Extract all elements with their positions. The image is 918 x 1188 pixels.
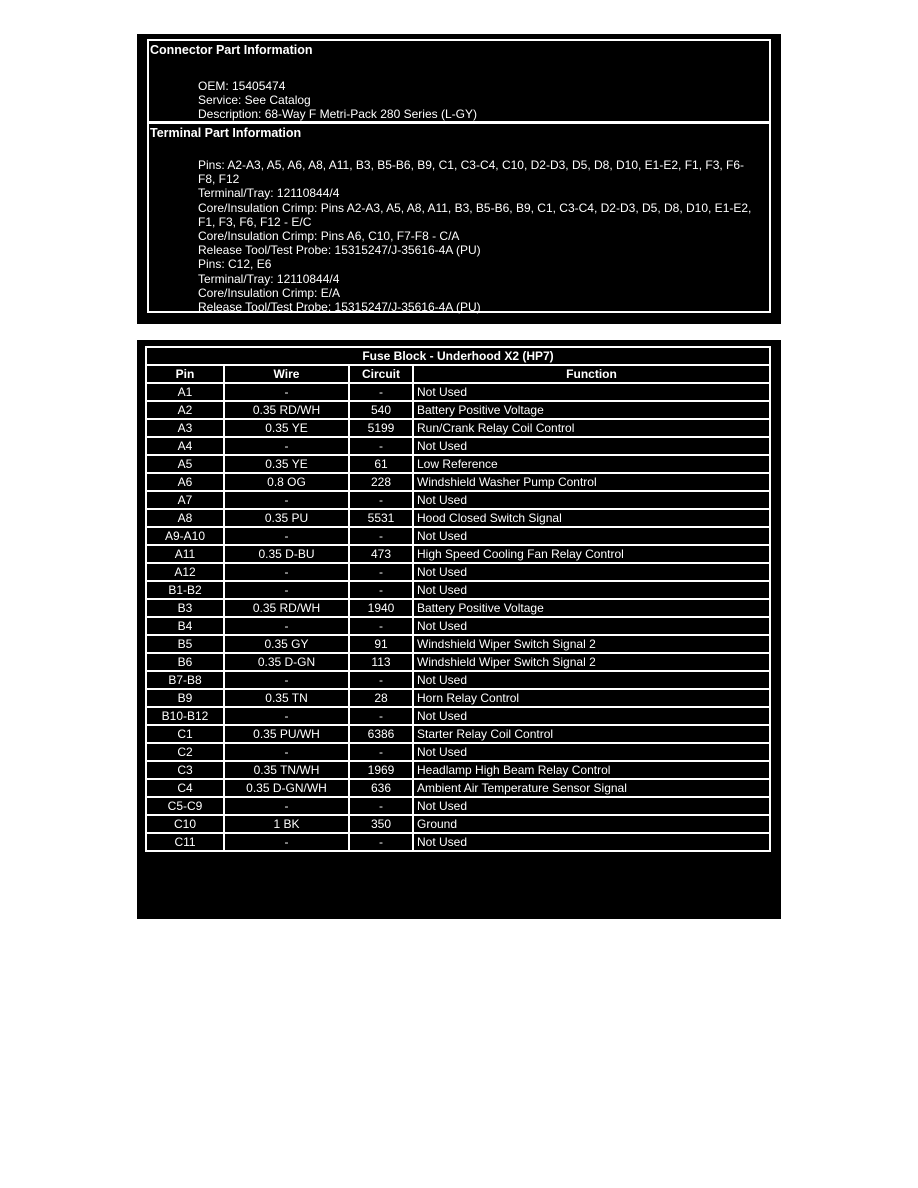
function-cell: Not Used [413, 617, 770, 635]
pinout-table-body [146, 383, 770, 851]
circuit-cell: 1940 [349, 599, 413, 617]
pin-cell: A8 [146, 509, 224, 527]
part-information-panel [137, 34, 781, 324]
table-header-row [146, 365, 770, 383]
pin-cell: A6 [146, 473, 224, 491]
table-row [146, 617, 770, 635]
table-row [146, 473, 770, 491]
terminal-part-info-heading: Terminal Part Information [150, 126, 302, 140]
function-cell: Battery Positive Voltage [413, 401, 770, 419]
function-cell: Not Used [413, 437, 770, 455]
pin-cell: B7-B8 [146, 671, 224, 689]
table-row [146, 761, 770, 779]
wire-cell: 0.35 TN/WH [224, 761, 349, 779]
table-row [146, 815, 770, 833]
pinout-panel [137, 340, 781, 919]
pin-cell: A3 [146, 419, 224, 437]
connector-description-line: Description: 68-Way F Metri-Pack 280 Series (L-GY) [198, 107, 477, 122]
function-cell: Not Used [413, 581, 770, 599]
function-cell: Not Used [413, 833, 770, 851]
function-cell: Not Used [413, 491, 770, 509]
wire-cell: 0.35 YE [224, 419, 349, 437]
pin-cell: B3 [146, 599, 224, 617]
terminal-info-line: Release Tool/Test Probe: 15315247/J-35616-4A (PU) [198, 300, 481, 315]
wire-cell: - [224, 383, 349, 401]
table-row [146, 599, 770, 617]
table-row [146, 563, 770, 581]
table-row [146, 527, 770, 545]
wire-cell: 0.8 OG [224, 473, 349, 491]
table-title-row [146, 347, 770, 365]
table-row [146, 725, 770, 743]
function-cell: Battery Positive Voltage [413, 599, 770, 617]
table-row [146, 401, 770, 419]
pin-cell: C10 [146, 815, 224, 833]
pin-cell: C2 [146, 743, 224, 761]
circuit-cell: 61 [349, 455, 413, 473]
terminal-part-info-lines [198, 158, 761, 314]
table-row [146, 383, 770, 401]
circuit-cell: - [349, 833, 413, 851]
circuit-cell: - [349, 383, 413, 401]
circuit-cell: - [349, 563, 413, 581]
function-cell: Headlamp High Beam Relay Control [413, 761, 770, 779]
pin-cell: B4 [146, 617, 224, 635]
terminal-part-info-section [147, 122, 771, 313]
table-row [146, 653, 770, 671]
function-cell: Not Used [413, 743, 770, 761]
function-cell: Not Used [413, 563, 770, 581]
pin-cell: C11 [146, 833, 224, 851]
wire-cell: 0.35 RD/WH [224, 401, 349, 419]
table-row [146, 509, 770, 527]
terminal-info-line: Terminal/Tray: 12110844/4 [198, 271, 340, 286]
column-header-pin: Pin [146, 365, 224, 383]
terminal-info-line: Core/Insulation Crimp: Pins A2-A3, A5, A8, A11, B3, B5-B6, B9, C1, C3-C4, D2-D3, D5, D8, D10, E1-E2, F1, F3, F6, F12 - E/C [198, 200, 752, 229]
circuit-cell: - [349, 797, 413, 815]
function-cell: Not Used [413, 707, 770, 725]
connector-part-info-heading: Connector Part Information [150, 43, 313, 57]
connector-oem-line: OEM: 15405474 [198, 79, 286, 93]
circuit-cell: 228 [349, 473, 413, 491]
wire-cell: 0.35 RD/WH [224, 599, 349, 617]
circuit-cell: - [349, 527, 413, 545]
table-row [146, 797, 770, 815]
wire-cell: - [224, 671, 349, 689]
circuit-cell: 6386 [349, 725, 413, 743]
function-cell: Ambient Air Temperature Sensor Signal [413, 779, 770, 797]
connector-service-line: Service: See Catalog [198, 93, 311, 108]
circuit-cell: 1969 [349, 761, 413, 779]
function-cell: Hood Closed Switch Signal [413, 509, 770, 527]
pin-cell: C4 [146, 779, 224, 797]
circuit-cell: 350 [349, 815, 413, 833]
circuit-cell: - [349, 617, 413, 635]
circuit-cell: 5199 [349, 419, 413, 437]
pin-cell: A1 [146, 383, 224, 401]
terminal-info-line: Core/Insulation Crimp: Pins A6, C10, F7-F8 - C/A [198, 229, 460, 244]
wire-cell: 0.35 GY [224, 635, 349, 653]
pin-cell: A12 [146, 563, 224, 581]
table-row [146, 743, 770, 761]
wire-cell: - [224, 581, 349, 599]
pin-cell: A4 [146, 437, 224, 455]
circuit-cell: - [349, 743, 413, 761]
pin-cell: B9 [146, 689, 224, 707]
function-cell: Low Reference [413, 455, 770, 473]
table-row [146, 707, 770, 725]
wire-cell: - [224, 707, 349, 725]
circuit-cell: - [349, 671, 413, 689]
wire-cell: 0.35 PU [224, 509, 349, 527]
table-row [146, 833, 770, 851]
pinout-table [145, 346, 771, 852]
table-row [146, 635, 770, 653]
function-cell: Not Used [413, 671, 770, 689]
circuit-cell: 540 [349, 401, 413, 419]
table-row [146, 419, 770, 437]
function-cell: Starter Relay Coil Control [413, 725, 770, 743]
function-cell: Windshield Washer Pump Control [413, 473, 770, 491]
circuit-cell: - [349, 491, 413, 509]
table-row [146, 437, 770, 455]
wire-cell: - [224, 797, 349, 815]
function-cell: Not Used [413, 797, 770, 815]
column-header-circuit: Circuit [349, 365, 413, 383]
terminal-info-line: Pins: C12, E6 [198, 257, 272, 272]
wire-cell: - [224, 491, 349, 509]
wire-cell: - [224, 437, 349, 455]
circuit-cell: - [349, 581, 413, 599]
circuit-cell: - [349, 437, 413, 455]
pin-cell: B10-B12 [146, 707, 224, 725]
pin-cell: C1 [146, 725, 224, 743]
circuit-cell: 91 [349, 635, 413, 653]
function-cell: Not Used [413, 527, 770, 545]
column-header-function: Function [413, 365, 770, 383]
pin-cell: C5-C9 [146, 797, 224, 815]
pin-cell: A11 [146, 545, 224, 563]
function-cell: Ground [413, 815, 770, 833]
function-cell: Run/Crank Relay Coil Control [413, 419, 770, 437]
wire-cell: 0.35 D-GN [224, 653, 349, 671]
table-row [146, 779, 770, 797]
wire-cell: 0.35 D-GN/WH [224, 779, 349, 797]
column-header-wire: Wire [224, 365, 349, 383]
function-cell: High Speed Cooling Fan Relay Control [413, 545, 770, 563]
terminal-info-line: Terminal/Tray: 12110844/4 [198, 186, 340, 201]
pin-cell: B1-B2 [146, 581, 224, 599]
wire-cell: 0.35 YE [224, 455, 349, 473]
function-cell: Windshield Wiper Switch Signal 2 [413, 653, 770, 671]
table-row [146, 545, 770, 563]
circuit-cell: 28 [349, 689, 413, 707]
wire-cell: - [224, 833, 349, 851]
function-cell: Horn Relay Control [413, 689, 770, 707]
circuit-cell: - [349, 707, 413, 725]
pin-cell: A5 [146, 455, 224, 473]
table-row [146, 671, 770, 689]
circuit-cell: 5531 [349, 509, 413, 527]
terminal-info-line: Pins: A2-A3, A5, A6, A8, A11, B3, B5-B6, B9, C1, C3-C4, C10, D2-D3, D5, D8, D10, E1-E2, F1, F3, F6-F8, F12 [198, 158, 745, 187]
pin-cell: A2 [146, 401, 224, 419]
pin-cell: C3 [146, 761, 224, 779]
pin-cell: B5 [146, 635, 224, 653]
pin-cell: A9-A10 [146, 527, 224, 545]
table-row [146, 455, 770, 473]
connector-part-info-lines [198, 79, 761, 122]
table-row [146, 689, 770, 707]
pin-cell: B6 [146, 653, 224, 671]
table-row [146, 581, 770, 599]
connector-part-info-section [147, 39, 771, 123]
table-row [146, 491, 770, 509]
wire-cell: 0.35 TN [224, 689, 349, 707]
wire-cell: - [224, 527, 349, 545]
wire-cell: 0.35 D-BU [224, 545, 349, 563]
function-cell: Not Used [413, 383, 770, 401]
wire-cell: - [224, 743, 349, 761]
terminal-info-line: Core/Insulation Crimp: E/A [198, 285, 341, 300]
circuit-cell: 473 [349, 545, 413, 563]
function-cell: Windshield Wiper Switch Signal 2 [413, 635, 770, 653]
pin-cell: A7 [146, 491, 224, 509]
wire-cell: 0.35 PU/WH [224, 725, 349, 743]
table-title: Fuse Block - Underhood X2 (HP7) [146, 347, 770, 365]
wire-cell: - [224, 563, 349, 581]
terminal-info-line: Release Tool/Test Probe: 15315247/J-35616-4A (PU) [198, 243, 481, 258]
circuit-cell: 113 [349, 653, 413, 671]
wire-cell: 1 BK [224, 815, 349, 833]
circuit-cell: 636 [349, 779, 413, 797]
wire-cell: - [224, 617, 349, 635]
